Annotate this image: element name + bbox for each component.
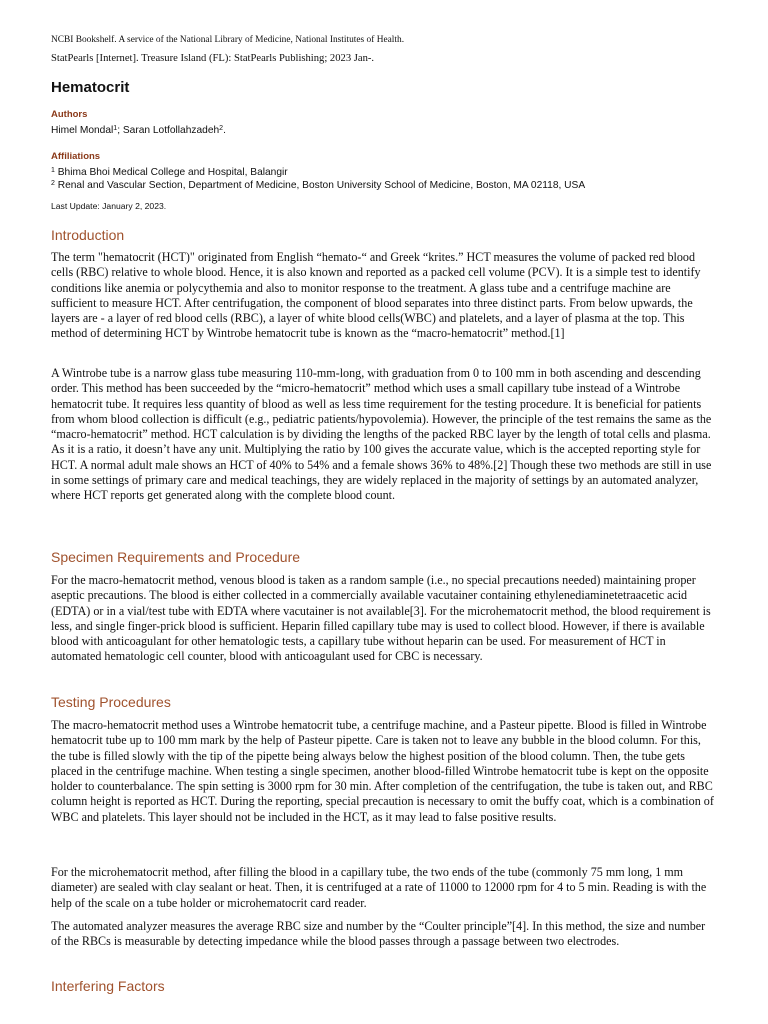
authors-end: .: [223, 125, 226, 136]
affiliations-label: Affiliations: [51, 151, 101, 162]
paragraph: For the microhematocrit method, after filling the blood in a capillary tube, the two ends of the tube (commonly 75 mm long, 1 mm diameter) are sealed with clay sealant or heat. Then, it is centrifuged at a rate of 11000 to 12000 rpm for 4 to 5 min. Reading is with the help of the scale on a tube holder or microhematocrit card reader.: [51, 865, 707, 910]
paragraph: The term "hematocrit (HCT)" originated from English “hemato-“ and Greek “krites.” HCT measures the volume of packed red blood cells (RBC) relative to whole blood. Hence, it is also known and reported as a packed cell volume (PCV). It is a simple test to identify conditions like anemia or polycythemia and also to monitor response to the treatment. A glass tube and a centrifuge machine are sufficient to measure HCT. After centrifugation, the component of blood separates into three distinct parts. From below upwards, the layers are - a layer of red blood cells (RBC), a layer of white blood cells(WBC) and platelets, and a layer of plasma at the top. This method of determining HCT by Wintrobe hematocrit tube is known as the “macro-hematocrit” method.[1]: [51, 250, 701, 341]
affiliation-item: [51, 180, 585, 191]
citation-line: StatPearls [Internet]. Treasure Island (FL): StatPearls Publishing; 2023 Jan-.: [51, 53, 375, 64]
affiliation-number: 2: [51, 180, 55, 187]
paragraph: For the macro-hematocrit method, venous blood is taken as a random sample (i.e., no special precautions needed) maintaining proper aseptic precautions. The blood is either collected in a commercially available vacutainer containing ethylenediaminetetraacetic acid (EDTA) or in a vial/test tube with EDTA where vacutainer is not available[3]. For the microhematocrit method, the blood requirement is less, and single finger-prick blood is sufficient. Heparin filled capillary tube may is used to collect blood. However, if there is available blood with anticoagulant for other hematologic tests, a capillary tube without heparin can be used. For measurement of HCT in automated hematologic cell counter, blood with anticoagulant used for CBC is necessary.: [51, 573, 711, 664]
author-name[interactable]: Saran Lotfollahzadeh: [122, 125, 220, 136]
author-separator: ;: [117, 125, 123, 136]
authors-line: [51, 125, 226, 136]
affiliation-item: [51, 167, 288, 178]
author-affiliation-ref: 2: [219, 125, 224, 132]
author-name[interactable]: Himel Mondal: [51, 125, 114, 136]
section-heading-introduction: Introduction: [51, 227, 125, 243]
section-heading-interfering: Interfering Factors: [51, 978, 165, 994]
affiliation-text: Renal and Vascular Section, Department of Medicine, Boston University School of Medicine, Boston, MA 02118, USA: [54, 180, 586, 191]
authors-label: Authors: [51, 109, 88, 120]
paragraph: The macro-hematocrit method uses a Wintrobe hematocrit tube, a centrifuge machine, and a Pasteur pipette. Blood is filled in Wintrobe hematocrit tube up to 100 mm mark by the help of Pasteur pipette. Care is taken not to leave any bubble in the blood column. For this, the tube is filled slowly with the tip of the pipette being always below the highest position of the blood column. Then, the tube gets placed in the centrifuge machine. When testing a single specimen, another blood-filled Wintrobe hematocrit tube is kept on the opposite holder to counterbalance. The spin setting is 3000 rpm for 30 min. After completion of the centrifugation, the tube is taken out, and RBC column height is reported as HCT. During the reporting, special precaution is necessary to omit the buffy coat, which is a combination of WBC and platelets. This layer should not be included in the HCT, as it may lead to false positive results.: [51, 718, 714, 824]
affiliation-number: 1: [51, 167, 55, 174]
author-affiliation-ref: 1: [113, 125, 118, 132]
affiliation-text: Bhima Bhoi Medical College and Hospital, Balangir: [54, 167, 288, 178]
paragraph: A Wintrobe tube is a narrow glass tube measuring 110-mm-long, with graduation from 0 to 100 mm in both ascending and descending order. This method has been succeeded by the “micro-hematocrit” method which uses a small capillary tube instead of a Wintrobe hematocrit tube. It requires less quantity of blood as well as less time requirement for the testing procedure. It is beneficial for patients from whom blood collection is difficult (e.g., pediatric patients/hypovolemia). However, the principle of the test remains the same as the “macro-hematocrit” method. HCT calculation is by dividing the lengths of the packed RBC layer by the length of total cells and plasma. As it is a ratio, it doesn’t have any unit. Multiplying the ratio by 100 gives the accurate value, which is the accepted reporting style for HCT. A normal adult male shows an HCT of 40% to 54% and a female shows 36% to 48%.[2] Though these two methods are still in use in some settings of primary care and medical teachings, they are widely replaced in the majority of settings by an automated analyzer, where HCT reports get generated along with the complete blood count.: [51, 366, 712, 503]
page-title: Hematocrit: [51, 79, 130, 96]
bookshelf-header: NCBI Bookshelf. A service of the National Library of Medicine, National Institutes of Health.: [51, 35, 405, 45]
section-heading-specimen: Specimen Requirements and Procedure: [51, 549, 301, 565]
last-update: Last Update: January 2, 2023.: [51, 201, 167, 211]
paragraph: The automated analyzer measures the average RBC size and number by the “Coulter principle”[4]. In this method, the size and number of the RBCs is measurable by detecting impedance while the blood passes through a passage between two electrodes.: [51, 919, 706, 949]
section-heading-testing: Testing Procedures: [51, 694, 171, 710]
